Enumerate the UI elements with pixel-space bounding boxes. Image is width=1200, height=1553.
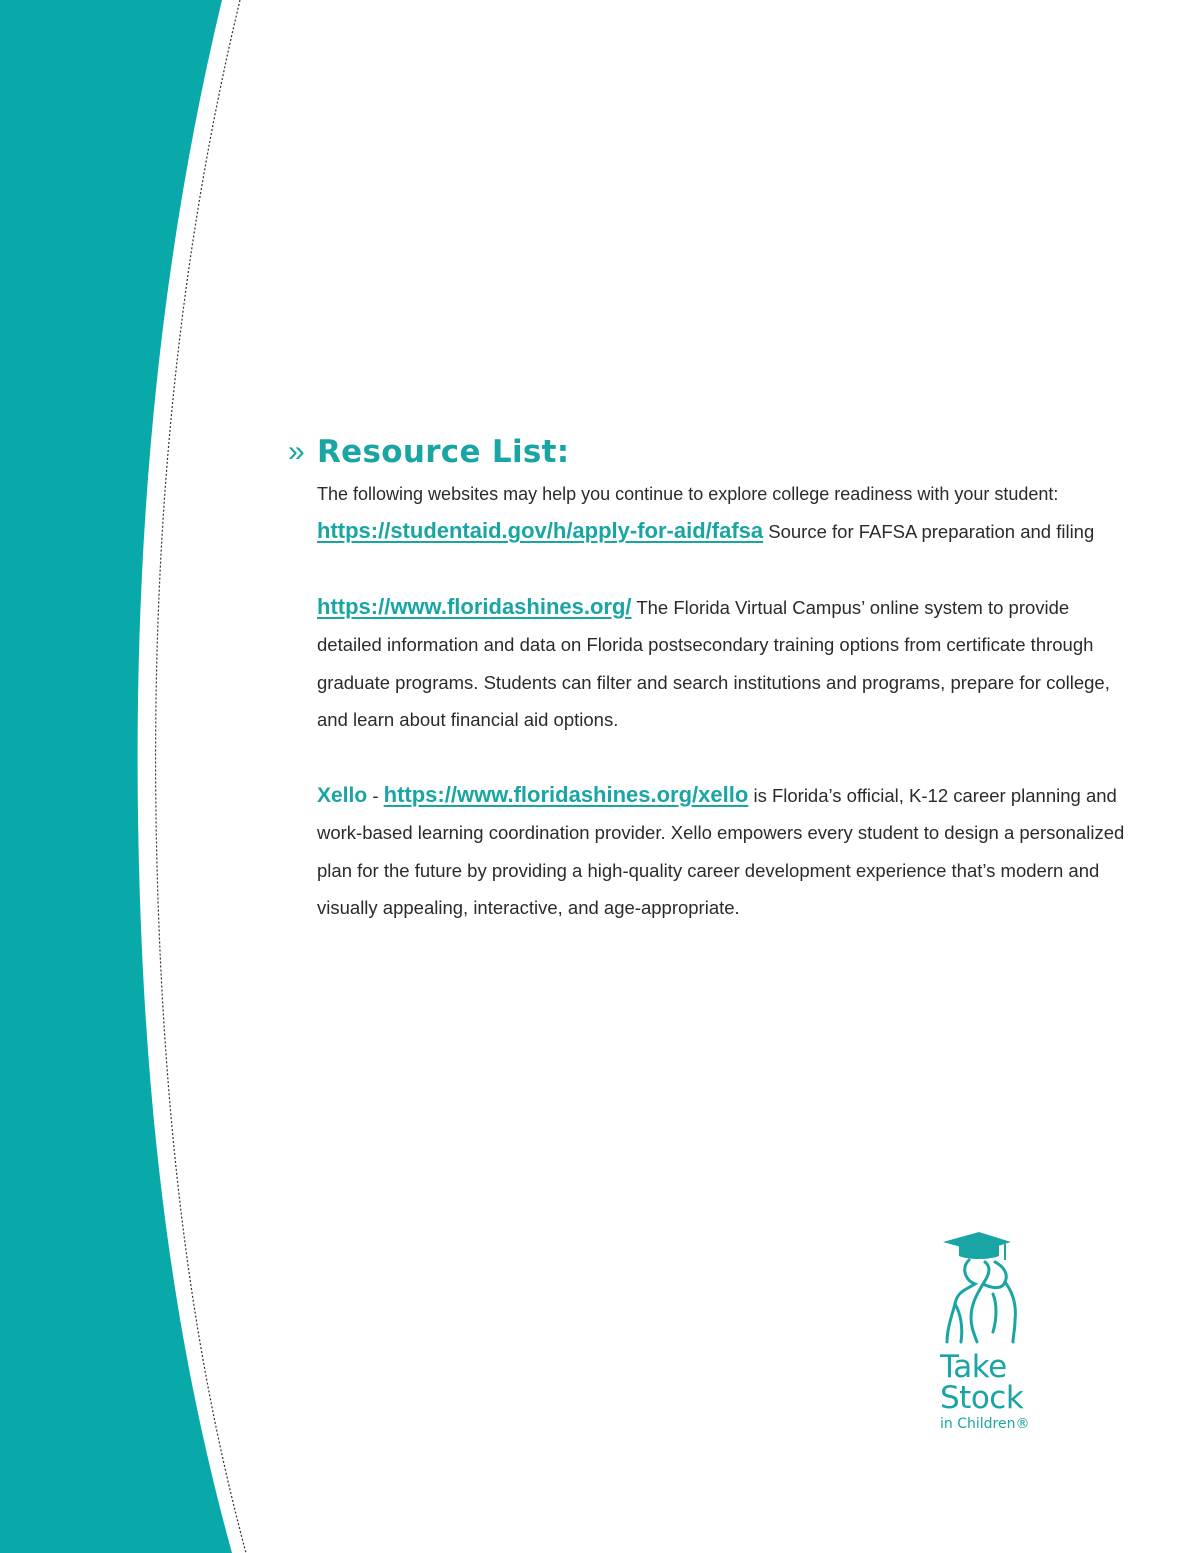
intro-text: The following websites may help you continue to explore college readiness with your student: bbox=[317, 484, 1059, 504]
fafsa-description: Source for FAFSA preparation and filing bbox=[763, 521, 1095, 542]
resource-list-section bbox=[288, 432, 1138, 927]
xello-link[interactable]: https://www.floridashines.org/xello bbox=[383, 781, 749, 807]
page-title: Resource List: bbox=[317, 434, 570, 470]
resource-entry-xello bbox=[317, 776, 1132, 927]
xello-description: is Florida’s official, K-12 career planning and work-based learning coordination provider. Xello empowers every student to design a personalized plan for the future by providing a high-quality career development experience that’s modern and visually appealing, interactive, and age-appropriate. bbox=[317, 784, 1125, 918]
logo-line-take: Take bbox=[940, 1349, 1007, 1385]
logo-line-in-children: in Children® bbox=[940, 1416, 1030, 1432]
decorative-side-curve bbox=[0, 0, 260, 1553]
heading-row bbox=[288, 432, 1138, 472]
xello-name: Xello bbox=[317, 783, 368, 807]
floridashines-link[interactable]: https://www.floridashines.org/ bbox=[317, 593, 632, 619]
floridashines-description: The Florida Virtual Campus’ online system to provide detailed information and data on Florida postsecondary training options from certificate through graduate programs. Students can filter and search institutions and programs, prepare for college, and learn about financial aid options. bbox=[317, 596, 1110, 730]
fafsa-link[interactable]: https://studentaid.gov/h/apply-for-aid/fafsa bbox=[317, 518, 764, 543]
xello-separator: - bbox=[367, 784, 384, 806]
take-stock-logo bbox=[940, 1349, 1030, 1432]
double-chevron-icon: » bbox=[288, 435, 305, 468]
resource-entry-floridashines bbox=[317, 588, 1132, 739]
resource-entry-fafsa bbox=[317, 512, 1132, 551]
logo-line-stock: Stock bbox=[940, 1380, 1024, 1416]
